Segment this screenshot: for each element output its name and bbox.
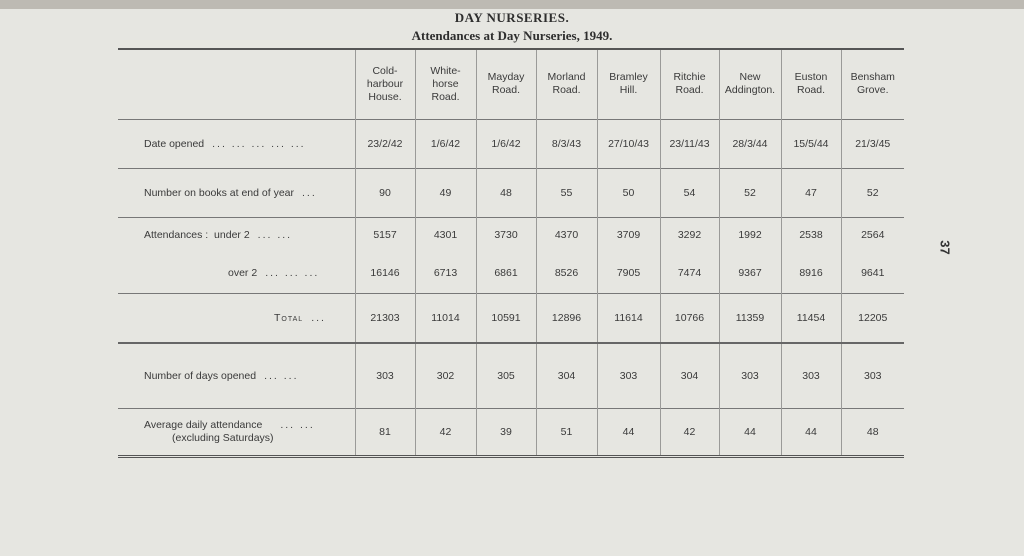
column-header <box>355 49 415 119</box>
table-cell: 6713 <box>415 253 476 293</box>
table-cell: 48 <box>476 168 536 217</box>
table-cell: 303 <box>597 343 660 408</box>
row-label: Number on books at end of year ... <box>144 186 317 199</box>
column-header-line: harbour <box>366 77 404 90</box>
header-row <box>118 49 904 119</box>
table-cell: 303 <box>355 343 415 408</box>
table-cell: 55 <box>536 168 597 217</box>
table-cell: 42 <box>660 408 719 456</box>
table-cell: 8916 <box>781 253 841 293</box>
row-label: Attendances : under 2 ... ... <box>144 229 293 242</box>
row-label: Total ... <box>274 311 326 324</box>
column-header-line: Road. <box>675 84 704 97</box>
column-header-line: Ritchie <box>673 71 706 84</box>
table-cell: 303 <box>719 343 781 408</box>
table-cell: 52 <box>719 168 781 217</box>
table-cell: 39 <box>476 408 536 456</box>
table-cell: 1992 <box>719 217 781 253</box>
column-header-line: Bensham <box>850 71 895 84</box>
page-number: 37 <box>937 240 953 255</box>
table-cell: 50 <box>597 168 660 217</box>
column-header-line: Road. <box>796 84 826 97</box>
table-cell: 1/6/42 <box>476 119 536 168</box>
table-cell: 8526 <box>536 253 597 293</box>
column-header <box>660 49 719 119</box>
table-cell: 44 <box>597 408 660 456</box>
column-header-line: Euston <box>794 71 828 84</box>
table-cell: 305 <box>476 343 536 408</box>
row-label: Date opened ... ... ... ... ... <box>144 137 306 150</box>
table-cell: 10766 <box>660 293 719 343</box>
column-header-line: Bramley <box>609 71 648 84</box>
header-blank <box>118 49 355 119</box>
column-header <box>415 49 476 119</box>
table-cell: 3292 <box>660 217 719 253</box>
table-cell: 1/6/42 <box>415 119 476 168</box>
table-row <box>118 119 904 168</box>
row-label: Average daily attendance ... ... (excluding Saturdays) <box>144 418 315 444</box>
table-cell: 2538 <box>781 217 841 253</box>
table-cell: 6861 <box>476 253 536 293</box>
table-cell: 90 <box>355 168 415 217</box>
table-cell: 44 <box>719 408 781 456</box>
table-cell: 9367 <box>719 253 781 293</box>
table-cell: 51 <box>536 408 597 456</box>
table-cell: 12205 <box>841 293 904 343</box>
table-cell: 23/2/42 <box>355 119 415 168</box>
table-cell: 8/3/43 <box>536 119 597 168</box>
column-header-line: Road. <box>431 90 460 103</box>
column-header-line: New <box>739 71 761 84</box>
table-cell: 52 <box>841 168 904 217</box>
table-cell: 47 <box>781 168 841 217</box>
table-cell: 4301 <box>415 217 476 253</box>
table-cell: 11014 <box>415 293 476 343</box>
table-cell: 44 <box>781 408 841 456</box>
table-cell: 4370 <box>536 217 597 253</box>
column-header-line: Grove. <box>856 84 889 97</box>
table-cell: 7474 <box>660 253 719 293</box>
column-header-line: Addington. <box>724 84 776 97</box>
table-cell: 5157 <box>355 217 415 253</box>
table-cell: 28/3/44 <box>719 119 781 168</box>
table-cell: 3730 <box>476 217 536 253</box>
top-edge <box>0 0 1024 9</box>
column-header-line: horse <box>432 77 459 90</box>
column-header-line: Road. <box>552 84 581 97</box>
page-subtitle: Attendances at Day Nurseries, 1949. <box>411 28 613 43</box>
column-header-line: Morland <box>547 71 586 84</box>
column-header <box>719 49 781 119</box>
column-header <box>536 49 597 119</box>
row-label: Number of days opened ... ... <box>144 369 299 382</box>
table-row <box>118 168 904 217</box>
table-row <box>118 343 904 408</box>
column-header-line: Cold- <box>372 64 398 77</box>
attendance-table <box>118 48 904 458</box>
table-cell: 23/11/43 <box>660 119 719 168</box>
table-cell: 11454 <box>781 293 841 343</box>
table-cell: 21303 <box>355 293 415 343</box>
table-cell: 9641 <box>841 253 904 293</box>
table-cell: 15/5/44 <box>781 119 841 168</box>
table-cell: 49 <box>415 168 476 217</box>
column-header-line: White- <box>430 64 461 77</box>
table-cell: 16146 <box>355 253 415 293</box>
table-cell: 21/3/45 <box>841 119 904 168</box>
table-cell: 11614 <box>597 293 660 343</box>
column-header-line: Mayday <box>487 71 525 84</box>
table-cell: 81 <box>355 408 415 456</box>
table-cell: 303 <box>781 343 841 408</box>
table-cell: 304 <box>536 343 597 408</box>
table-row <box>118 217 904 253</box>
table-cell: 10591 <box>476 293 536 343</box>
table-row <box>118 253 904 293</box>
table-cell: 3709 <box>597 217 660 253</box>
column-header-line: Road. <box>491 84 521 97</box>
row-label: over 2 ... ... ... <box>228 266 320 279</box>
column-header-line: Hill. <box>619 84 638 97</box>
table-cell: 27/10/43 <box>597 119 660 168</box>
column-header <box>841 49 904 119</box>
table-cell: 304 <box>660 343 719 408</box>
table-cell: 2564 <box>841 217 904 253</box>
column-header <box>476 49 536 119</box>
table-cell: 48 <box>841 408 904 456</box>
column-header <box>781 49 841 119</box>
table-cell: 11359 <box>719 293 781 343</box>
column-header <box>597 49 660 119</box>
page-title: DAY NURSERIES. <box>454 10 570 25</box>
table-cell: 42 <box>415 408 476 456</box>
table-cell: 12896 <box>536 293 597 343</box>
table-row <box>118 408 904 456</box>
column-header-line: House. <box>368 90 402 103</box>
table-row <box>118 293 904 343</box>
table-cell: 54 <box>660 168 719 217</box>
table-cell: 303 <box>841 343 904 408</box>
table-cell: 302 <box>415 343 476 408</box>
table-cell: 7905 <box>597 253 660 293</box>
